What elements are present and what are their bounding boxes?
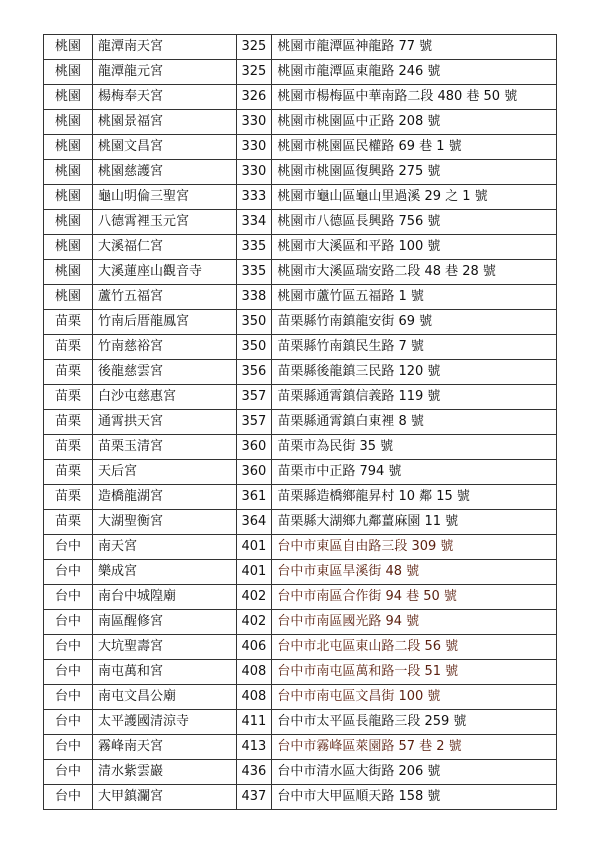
temple-name-cell: 桃園慈護宮 (93, 160, 237, 185)
county-cell: 台中 (44, 735, 93, 760)
county-cell: 台中 (44, 710, 93, 735)
county-cell: 桃園 (44, 110, 93, 135)
postal-code-cell: 350 (236, 310, 271, 335)
temple-name-cell: 苗栗玉清宮 (93, 435, 237, 460)
county-cell: 苗栗 (44, 335, 93, 360)
table-row (44, 585, 557, 610)
address-cell: 桃園市楊梅區中華南路二段 480 巷 50 號 (272, 85, 557, 110)
temple-name-cell: 大湖聖衡宮 (93, 510, 237, 535)
county-cell: 桃園 (44, 85, 93, 110)
table-row (44, 610, 557, 635)
temple-name-cell: 龍潭龍元宮 (93, 60, 237, 85)
address-cell: 桃園市龍潭區神龍路 77 號 (272, 35, 557, 60)
county-cell: 台中 (44, 760, 93, 785)
table-row (44, 260, 557, 285)
table-row (44, 410, 557, 435)
postal-code-cell: 335 (236, 235, 271, 260)
temple-name-cell: 太平護國清涼寺 (93, 710, 237, 735)
table-row (44, 785, 557, 810)
table-row (44, 110, 557, 135)
address-cell: 台中市太平區長龍路三段 259 號 (272, 710, 557, 735)
address-cell: 台中市東區自由路三段 309 號 (272, 535, 557, 560)
table-row (44, 760, 557, 785)
temple-name-cell: 龍潭南天宮 (93, 35, 237, 60)
county-cell: 苗栗 (44, 385, 93, 410)
address-cell: 桃園市大溪區和平路 100 號 (272, 235, 557, 260)
table-row (44, 635, 557, 660)
table-row (44, 735, 557, 760)
temple-name-cell: 大溪蓮座山觀音寺 (93, 260, 237, 285)
table-row (44, 160, 557, 185)
postal-code-cell: 356 (236, 360, 271, 385)
postal-code-cell: 357 (236, 410, 271, 435)
table-row (44, 185, 557, 210)
county-cell: 台中 (44, 585, 93, 610)
postal-code-cell: 325 (236, 60, 271, 85)
postal-code-cell: 364 (236, 510, 271, 535)
temple-name-cell: 桃園景福宮 (93, 110, 237, 135)
temple-name-cell: 蘆竹五福宮 (93, 285, 237, 310)
county-cell: 苗栗 (44, 460, 93, 485)
postal-code-cell: 401 (236, 535, 271, 560)
county-cell: 台中 (44, 635, 93, 660)
temple-name-cell: 楊梅奉天宮 (93, 85, 237, 110)
county-cell: 桃園 (44, 185, 93, 210)
address-cell: 台中市南屯區文昌街 100 號 (272, 685, 557, 710)
postal-code-cell: 437 (236, 785, 271, 810)
table-row (44, 135, 557, 160)
table-row (44, 35, 557, 60)
address-cell: 台中市南屯區萬和路一段 51 號 (272, 660, 557, 685)
temple-name-cell: 龜山明倫三聖宮 (93, 185, 237, 210)
temple-name-cell: 桃園文昌宮 (93, 135, 237, 160)
county-cell: 桃園 (44, 235, 93, 260)
county-cell: 苗栗 (44, 410, 93, 435)
postal-code-cell: 413 (236, 735, 271, 760)
county-cell: 台中 (44, 685, 93, 710)
county-cell: 桃園 (44, 260, 93, 285)
postal-code-cell: 338 (236, 285, 271, 310)
address-cell: 桃園市大溪區瑞安路二段 48 巷 28 號 (272, 260, 557, 285)
address-cell: 台中市南區合作街 94 巷 50 號 (272, 585, 557, 610)
address-cell: 苗栗縣竹南鎮民生路 7 號 (272, 335, 557, 360)
postal-code-cell: 325 (236, 35, 271, 60)
temple-name-cell: 南區醒修宮 (93, 610, 237, 635)
postal-code-cell: 330 (236, 110, 271, 135)
postal-code-cell: 360 (236, 460, 271, 485)
address-cell: 苗栗市為民街 35 號 (272, 435, 557, 460)
postal-code-cell: 350 (236, 335, 271, 360)
county-cell: 桃園 (44, 135, 93, 160)
postal-code-cell: 406 (236, 635, 271, 660)
temple-address-table (43, 34, 557, 810)
address-cell: 桃園市八德區長興路 756 號 (272, 210, 557, 235)
table-row (44, 435, 557, 460)
temple-name-cell: 八德霄裡玉元宮 (93, 210, 237, 235)
temple-name-cell: 天后宮 (93, 460, 237, 485)
county-cell: 苗栗 (44, 485, 93, 510)
table-row (44, 85, 557, 110)
temple-name-cell: 南天宮 (93, 535, 237, 560)
postal-code-cell: 330 (236, 160, 271, 185)
postal-code-cell: 408 (236, 685, 271, 710)
address-cell: 台中市大甲區順天路 158 號 (272, 785, 557, 810)
temple-name-cell: 竹南后厝龍鳳宮 (93, 310, 237, 335)
postal-code-cell: 436 (236, 760, 271, 785)
postal-code-cell: 357 (236, 385, 271, 410)
address-cell: 苗栗縣通霄鎮信義路 119 號 (272, 385, 557, 410)
table-row (44, 685, 557, 710)
table-row (44, 335, 557, 360)
table-row (44, 660, 557, 685)
county-cell: 苗栗 (44, 510, 93, 535)
address-cell: 苗栗縣竹南鎮龍安街 69 號 (272, 310, 557, 335)
temple-name-cell: 大坑聖壽宮 (93, 635, 237, 660)
table-row (44, 285, 557, 310)
table-row (44, 60, 557, 85)
table-row (44, 710, 557, 735)
county-cell: 桃園 (44, 160, 93, 185)
temple-name-cell: 造橋龍湖宮 (93, 485, 237, 510)
county-cell: 桃園 (44, 35, 93, 60)
temple-name-cell: 通霄拱天宮 (93, 410, 237, 435)
table-row (44, 385, 557, 410)
postal-code-cell: 360 (236, 435, 271, 460)
table-row (44, 360, 557, 385)
temple-name-cell: 大甲鎮瀾宮 (93, 785, 237, 810)
temple-name-cell: 南台中城隍廟 (93, 585, 237, 610)
table-row (44, 535, 557, 560)
address-cell: 苗栗縣大湖鄉九鄰薑麻園 11 號 (272, 510, 557, 535)
temple-name-cell: 樂成宮 (93, 560, 237, 585)
county-cell: 苗栗 (44, 360, 93, 385)
table-row (44, 210, 557, 235)
address-cell: 台中市清水區大街路 206 號 (272, 760, 557, 785)
address-cell: 桃園市龍潭區東龍路 246 號 (272, 60, 557, 85)
address-cell: 台中市霧峰區萊園路 57 巷 2 號 (272, 735, 557, 760)
temple-name-cell: 清水紫雲巖 (93, 760, 237, 785)
table-row (44, 560, 557, 585)
county-cell: 台中 (44, 785, 93, 810)
postal-code-cell: 411 (236, 710, 271, 735)
temple-name-cell: 大溪福仁宮 (93, 235, 237, 260)
address-cell: 台中市南區國光路 94 號 (272, 610, 557, 635)
address-cell: 桃園市桃園區民權路 69 巷 1 號 (272, 135, 557, 160)
county-cell: 台中 (44, 610, 93, 635)
address-cell: 苗栗縣後龍鎮三民路 120 號 (272, 360, 557, 385)
table-row (44, 235, 557, 260)
postal-code-cell: 334 (236, 210, 271, 235)
temple-name-cell: 南屯文昌公廟 (93, 685, 237, 710)
postal-code-cell: 402 (236, 610, 271, 635)
county-cell: 台中 (44, 660, 93, 685)
table-row (44, 460, 557, 485)
temple-name-cell: 南屯萬和宮 (93, 660, 237, 685)
temple-name-cell: 竹南慈裕宮 (93, 335, 237, 360)
postal-code-cell: 326 (236, 85, 271, 110)
table-row (44, 310, 557, 335)
county-cell: 台中 (44, 560, 93, 585)
table-row (44, 485, 557, 510)
postal-code-cell: 408 (236, 660, 271, 685)
temple-name-cell: 白沙屯慈惠宮 (93, 385, 237, 410)
county-cell: 台中 (44, 535, 93, 560)
postal-code-cell: 402 (236, 585, 271, 610)
address-cell: 苗栗縣造橋鄉龍昇村 10 鄰 15 號 (272, 485, 557, 510)
county-cell: 桃園 (44, 210, 93, 235)
address-cell: 台中市東區旱溪街 48 號 (272, 560, 557, 585)
address-cell: 桃園市蘆竹區五福路 1 號 (272, 285, 557, 310)
postal-code-cell: 333 (236, 185, 271, 210)
county-cell: 桃園 (44, 285, 93, 310)
county-cell: 桃園 (44, 60, 93, 85)
table-body (44, 35, 557, 810)
postal-code-cell: 330 (236, 135, 271, 160)
county-cell: 苗栗 (44, 310, 93, 335)
address-cell: 桃園市桃園區復興路 275 號 (272, 160, 557, 185)
address-cell: 苗栗市中正路 794 號 (272, 460, 557, 485)
postal-code-cell: 401 (236, 560, 271, 585)
table-row (44, 510, 557, 535)
temple-name-cell: 後龍慈雲宮 (93, 360, 237, 385)
address-cell: 桃園市龜山區龜山里過溪 29 之 1 號 (272, 185, 557, 210)
address-cell: 桃園市桃園區中正路 208 號 (272, 110, 557, 135)
postal-code-cell: 361 (236, 485, 271, 510)
address-cell: 台中市北屯區東山路二段 56 號 (272, 635, 557, 660)
county-cell: 苗栗 (44, 435, 93, 460)
address-cell: 苗栗縣通霄鎮白東裡 8 號 (272, 410, 557, 435)
postal-code-cell: 335 (236, 260, 271, 285)
temple-name-cell: 霧峰南天宮 (93, 735, 237, 760)
